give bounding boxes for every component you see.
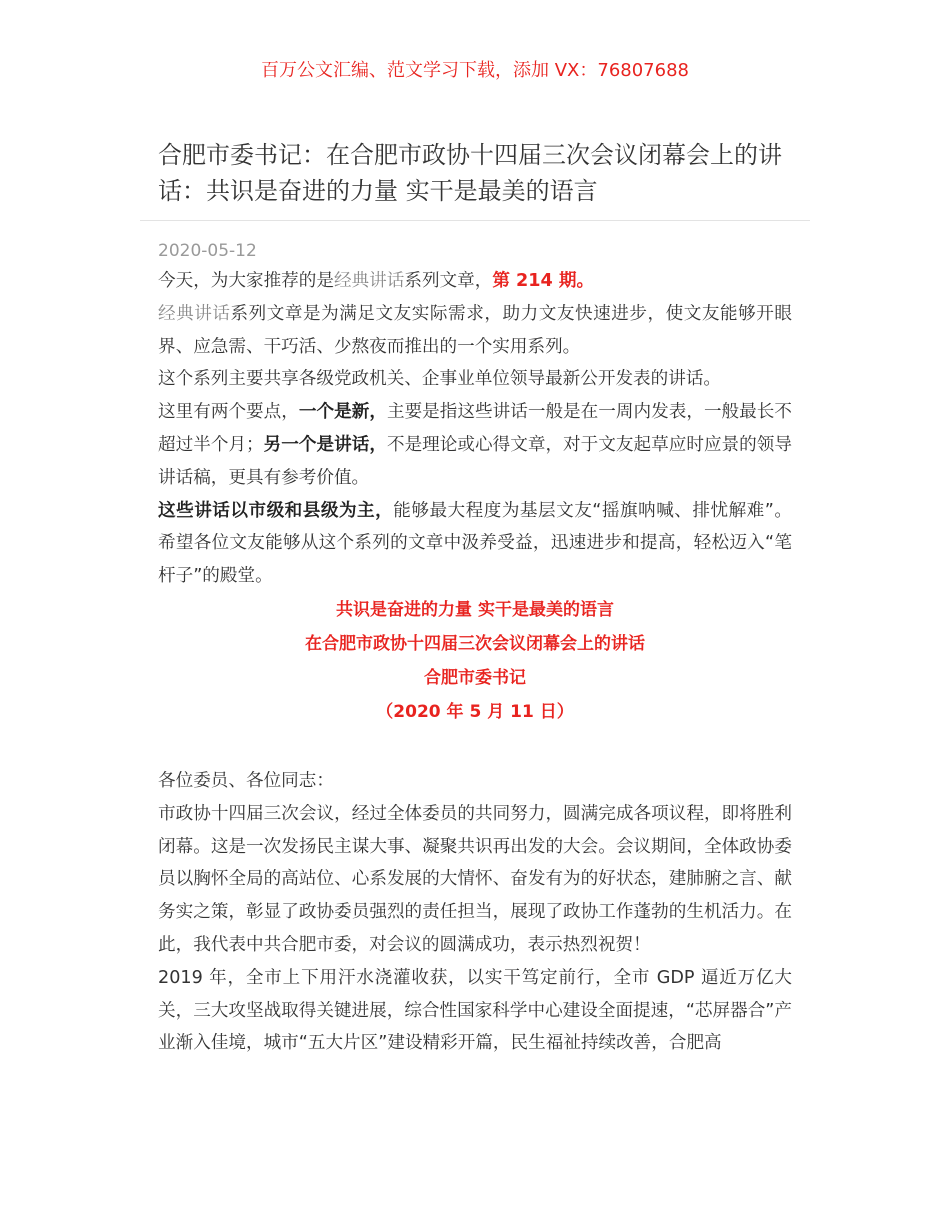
article-title: 合肥市委书记：在合肥市政协十四届三次会议闭幕会上的讲话：共识是奋进的力量 实干是最美的语言: [158, 141, 782, 205]
bold-text: 一个是新，: [298, 402, 387, 423]
text: 主要是指这些讲话一般是在一周内发表，一般最长不超过半个月；: [158, 402, 792, 455]
speaker: 合肥市委书记: [424, 667, 526, 688]
title-divider: [140, 220, 810, 221]
text: 这里有两个要点，: [158, 402, 299, 423]
intro-paragraph: [158, 495, 792, 593]
series-name: 经典讲话: [333, 271, 405, 291]
intro-paragraph: [158, 396, 792, 494]
text: 今天，为大家推荐的是: [158, 271, 334, 291]
publish-date: 2020-05-12: [158, 241, 257, 261]
speech-title: 共识是奋进的力量 实干是最美的语言: [336, 599, 614, 620]
promo-banner: 百万公文汇编、范文学习下载，添加 VX：76807688: [261, 60, 689, 81]
speech-occasion: 在合肥市政协十四届三次会议闭幕会上的讲话: [305, 633, 645, 654]
article-body: [158, 237, 792, 1060]
series-name: 经典讲话: [158, 303, 231, 324]
text: 系列文章是为满足文友实际需求，助力文友快速进步，使文友能够开眼界、应急需、干巧活、少熬夜而推出的一个实用系列。: [158, 303, 792, 357]
speech-date: （2020 年 5 月 11 日）: [376, 701, 574, 722]
intro-paragraph: [158, 298, 792, 364]
bold-text: 这些讲话以市级和县级为主，: [158, 500, 394, 521]
text: 不是理论或心得文章，对于文友起草应时应景的领导讲话稿，更具有参考价值。: [158, 434, 792, 488]
spacer: [158, 729, 792, 765]
intro-paragraph: [158, 265, 792, 298]
body-paragraph: 市政协十四届三次会议，经过全体委员的共同努力，圆满完成各项议程，即将胜利闭幕。这是一次发扬民主谋大事、凝聚共识再出发的大会。会议期间，全体政协委员以胸怀全局的高站位、心系发展的大情怀、奋发有为的好状态，建肺腑之言、献务实之策，彰显了政协委员强烈的责任担当，展现了政协工作蓬勃的生机活力。在此，我代表中共合肥市委，对会议的圆满成功，表示热烈祝贺！: [158, 803, 792, 955]
issue-number: 第 214 期。: [492, 271, 595, 291]
salutation: 各位委员、各位同志：: [158, 770, 334, 791]
bold-text: 另一个是讲话，: [263, 434, 387, 455]
body-paragraph: 2019 年，全市上下用汗水浇灌收获，以实干笃定前行，全市 GDP 逼近万亿大关，三大攻坚战取得关键进展，综合性国家科学中心建设全面提速，“芯屏器合”产业渐入佳境，城市“五大片区”建设精彩开篇，民生福祉持续改善，合肥高: [158, 967, 793, 1054]
text: 系列文章，: [404, 271, 493, 291]
text: 能够最大程度为基层文友“摇旗呐喊、排忧解难”。希望各位文友能够从这个系列的文章中汲养受益，迅速进步和提高，轻松迈入“笔杆子”的殿堂。: [158, 500, 792, 587]
intro-paragraph: 这个系列主要共享各级党政机关、企事业单位领导最新公开发表的讲话。: [158, 369, 722, 390]
